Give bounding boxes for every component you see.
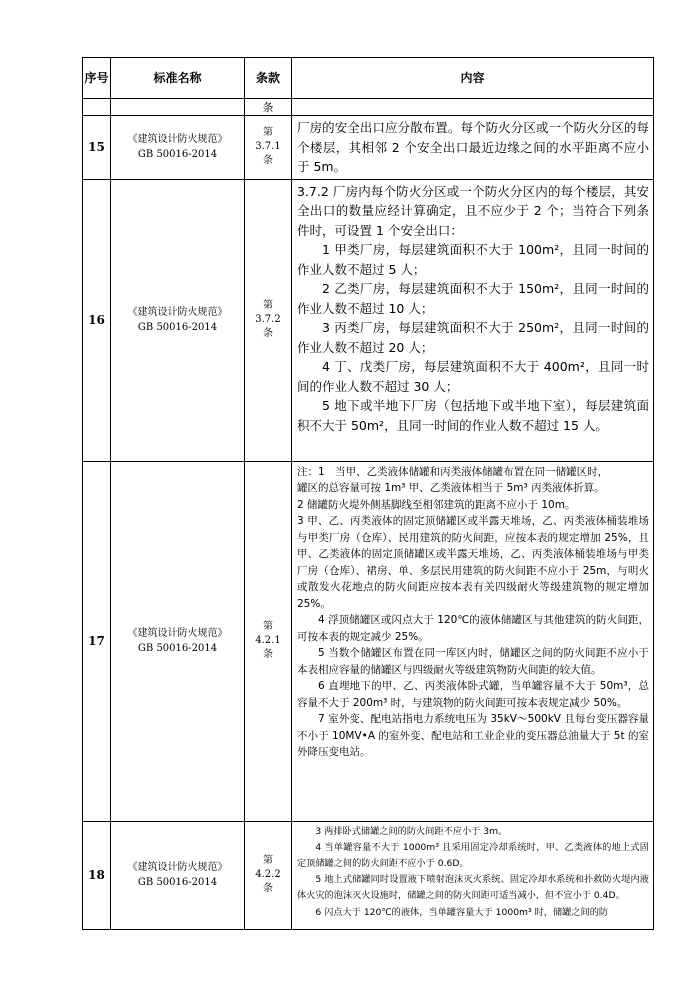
clause-number: 第 4.2.1 条 bbox=[245, 461, 292, 821]
header-no: 序号 bbox=[83, 58, 111, 99]
content-paragraph: 1 甲类厂房，每层建筑面积不大于 100m²，且同一时间的作业人数不超过 5 人； bbox=[297, 242, 649, 277]
content-paragraph: 罐区的总容量可按 1m³ 甲、乙类液体相当于 5m³ 丙类液体折算。 bbox=[297, 482, 605, 494]
content-paragraph: 6 闪点大于 120℃的液体，当单罐容量大于 1000m³ 时，储罐之间的防 bbox=[315, 906, 609, 918]
header-name: 标准名称 bbox=[111, 58, 245, 99]
content-cell bbox=[292, 179, 654, 461]
standard-name: 《建筑设计防火规范》 GB 50016-2014 bbox=[111, 821, 245, 929]
row-number: 15 bbox=[83, 116, 111, 180]
row-number: 16 bbox=[83, 179, 111, 461]
content-paragraph: 5 地下或半地下厂房（包括地下或半地下室），每层建筑面积不大于 50m²，且同一时间的作业人数不超过 15 人。 bbox=[297, 398, 649, 433]
content-paragraph: 4 浮顶储罐区或闪点大于 120℃的液体储罐区与其他建筑的防火间距，可按本表的规定减少 25%。 bbox=[297, 614, 649, 643]
standard-name: 《建筑设计防火规范》 GB 50016-2014 bbox=[111, 179, 245, 461]
content-paragraph: 注：1 当甲、乙类液体储罐和丙类液体储罐布置在同一储罐区时， bbox=[297, 465, 609, 478]
standards-table bbox=[82, 57, 654, 930]
content-paragraph: 4 丁、戊类厂房，每层建筑面积不大于 400m²，且同一时间的作业人数不超过 30 人； bbox=[297, 359, 649, 394]
clause-number: 第 4.2.2 条 bbox=[245, 821, 292, 929]
content-paragraph: 2 乙类厂房，每层建筑面积不大于 150m²，且同一时间的作业人数不超过 10 人； bbox=[297, 281, 649, 316]
content-paragraph: 3.7.2 厂房内每个防火分区或一个防火分区内的每个楼层，其安全出口的数量应经计算确定，且不应少于 2 个；当符合下列条件时，可设置 1 个安全出口： bbox=[297, 183, 649, 238]
standard-name: 《建筑设计防火规范》 GB 50016-2014 bbox=[111, 116, 245, 180]
table-header-row bbox=[83, 58, 654, 99]
table-row bbox=[83, 461, 654, 821]
content-paragraph: 5 当数个储罐区布置在同一库区内时，储罐区之间的防火间距不应小于本表相应容量的储罐区与四级耐火等级建筑物防火间距的较大值。 bbox=[297, 647, 649, 676]
content-cell bbox=[292, 821, 654, 929]
standard-name: 《建筑设计防火规范》 GB 50016-2014 bbox=[111, 461, 245, 821]
content-paragraph: 4 当单罐容量不大于 1000m³ 且采用固定冷却系统时，甲、乙类液体的地上式固定顶储罐之间的防火间距不应小于 0.6D。 bbox=[297, 841, 649, 869]
content-paragraph: 6 直埋地下的甲、乙、丙类液体卧式罐，当单罐容量不大于 50m³，总容量不大于 200m³ 时，与建筑物的防火间距可按本表规定减少 50%。 bbox=[297, 680, 649, 709]
clause-number: 第 3.7.2 条 bbox=[245, 179, 292, 461]
content-paragraph: 7 室外变、配电站指电力系统电压为 35kV～500kV 且每台变压器容量不小于 10MV•A 的室外变、配电站和工业企业的变压器总油量大于 5t 的室外降压变电站。 bbox=[297, 713, 649, 758]
carry-over-row bbox=[83, 99, 654, 116]
content-cell bbox=[292, 461, 654, 821]
header-clause: 条款 bbox=[245, 58, 292, 99]
content-paragraph: 厂房的安全出口应分散布置。每个防火分区或一个防火分区的每个楼层，其相邻 2 个安全出口最近边缘之间的水平距离不应小于 5m。 bbox=[297, 120, 649, 174]
carry-over-clause: 条 bbox=[245, 99, 292, 116]
header-content: 内容 bbox=[292, 58, 654, 99]
table-row bbox=[83, 821, 654, 929]
clause-number: 第 3.7.1 条 bbox=[245, 116, 292, 180]
table-row bbox=[83, 179, 654, 461]
content-paragraph: 2 储罐防火堤外侧基脚线至相邻建筑的距离不应小于 10m。 bbox=[297, 498, 576, 511]
table-row bbox=[83, 116, 654, 180]
content-paragraph: 3 两排卧式储罐之间的防火间距不应小于 3m。 bbox=[315, 825, 508, 837]
row-number: 18 bbox=[83, 821, 111, 929]
row-number: 17 bbox=[83, 461, 111, 821]
content-cell bbox=[292, 116, 654, 180]
content-paragraph: 3 丙类厂房，每层建筑面积不大于 250m²，且同一时间的作业人数不超过 20 人； bbox=[297, 320, 649, 355]
content-paragraph: 3 甲、乙、丙类液体的固定顶储罐区或半露天堆场，乙、丙类液体桶装堆场与甲类厂房（仓库）、民用建筑的防火间距，应按本表的规定增加 25%，且甲、乙类液体的固定顶储罐区或半露天堆场，乙、丙类液体桶装堆场与甲类厂房（仓库）、裙房、单、多层民用建筑的防火间距不应小于 25m，与明火或散发火花地点的防火间距应按本表有关四级耐火等级建筑物的规定增加 25%。 bbox=[297, 515, 649, 610]
content-paragraph: 5 地上式储罐同时设置液下喷射泡沫灭火系统、固定冷却水系统和扑救防火堤内液体火灾的泡沫灭火设施时，储罐之间的防火间距可适当减小，但不宜小于 0.4D。 bbox=[297, 874, 649, 902]
